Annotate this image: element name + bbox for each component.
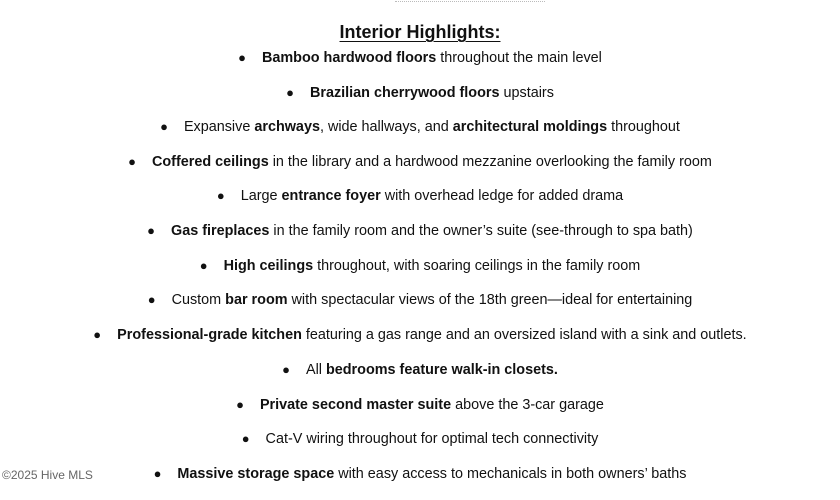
- text: above the 3-car garage: [451, 397, 604, 413]
- bullet-icon: ●: [282, 362, 290, 377]
- bullet-icon: ●: [236, 397, 244, 412]
- copyright-watermark: ©2025 Hive MLS: [2, 468, 93, 482]
- list-item: [0, 431, 840, 447]
- bullet-icon: ●: [153, 466, 162, 481]
- text: throughout the main level: [436, 50, 602, 66]
- text: All: [305, 362, 326, 378]
- list-item: [0, 188, 840, 204]
- bold-text: Brazilian cherrywood floors: [309, 85, 500, 101]
- section-heading: Interior Highlights:: [339, 22, 501, 42]
- bold-text: archways: [254, 119, 320, 135]
- bullet-icon: ●: [286, 85, 294, 100]
- bold-text: Massive storage space: [177, 466, 335, 482]
- bold-text: Professional-grade kitchen: [117, 327, 302, 343]
- bold-text: bar room: [225, 292, 288, 308]
- bullet-icon: ●: [241, 431, 250, 446]
- text: featuring a gas range and an oversized island with a sink and outlets.: [301, 327, 747, 343]
- bold-text: entrance foyer: [281, 188, 381, 204]
- list-item: [0, 397, 840, 413]
- text: with easy access to mechanicals in both owners’ baths: [334, 466, 687, 482]
- text: in the family room and the owner’s suite (see-through to spa bath): [269, 223, 693, 239]
- bold-text: Bamboo hardwood floors: [261, 50, 437, 66]
- bullet-icon: ●: [147, 292, 156, 307]
- bold-text: Coffered ceilings: [151, 154, 269, 170]
- bullet-icon: ●: [147, 223, 156, 238]
- text: Expansive: [183, 119, 255, 135]
- list-item: [0, 223, 840, 239]
- bullet-icon: ●: [199, 258, 208, 273]
- bullet-icon: ●: [216, 188, 225, 203]
- list-item: [0, 50, 840, 66]
- bullet-icon: ●: [93, 327, 102, 342]
- text: with spectacular views of the 18th green—ideal for entertaining: [287, 292, 693, 308]
- bold-text: Private second master suite: [259, 397, 452, 413]
- bold-text: Gas fireplaces: [171, 223, 270, 239]
- cut-off-text-fragment: [395, 0, 545, 2]
- text: throughout: [607, 119, 680, 135]
- list-item: [0, 292, 840, 308]
- list-item: [0, 258, 840, 274]
- bullet-icon: ●: [160, 119, 168, 134]
- bold-text: High ceilings: [223, 258, 314, 274]
- list-item: [0, 154, 840, 170]
- text: Cat-V wiring throughout for optimal tech connectivity: [265, 431, 599, 447]
- text: upstairs: [499, 85, 554, 101]
- list-item: [0, 85, 840, 101]
- bold-text: architectural moldings: [452, 119, 608, 135]
- text: Large: [240, 188, 282, 204]
- list-item: [0, 362, 840, 378]
- list-item: [0, 466, 840, 482]
- text: Custom: [171, 292, 226, 308]
- list-item: [0, 119, 840, 135]
- text: in the library and a hardwood mezzanine overlooking the family room: [268, 154, 712, 170]
- text: , wide hallways, and: [319, 119, 453, 135]
- text: with overhead ledge for added drama: [380, 188, 624, 204]
- list-item: [0, 327, 840, 343]
- bold-text: bedrooms feature walk-in closets.: [325, 362, 558, 378]
- bullet-icon: ●: [128, 154, 136, 169]
- text: throughout, with soaring ceilings in the family room: [313, 258, 641, 274]
- bullet-icon: ●: [238, 50, 246, 65]
